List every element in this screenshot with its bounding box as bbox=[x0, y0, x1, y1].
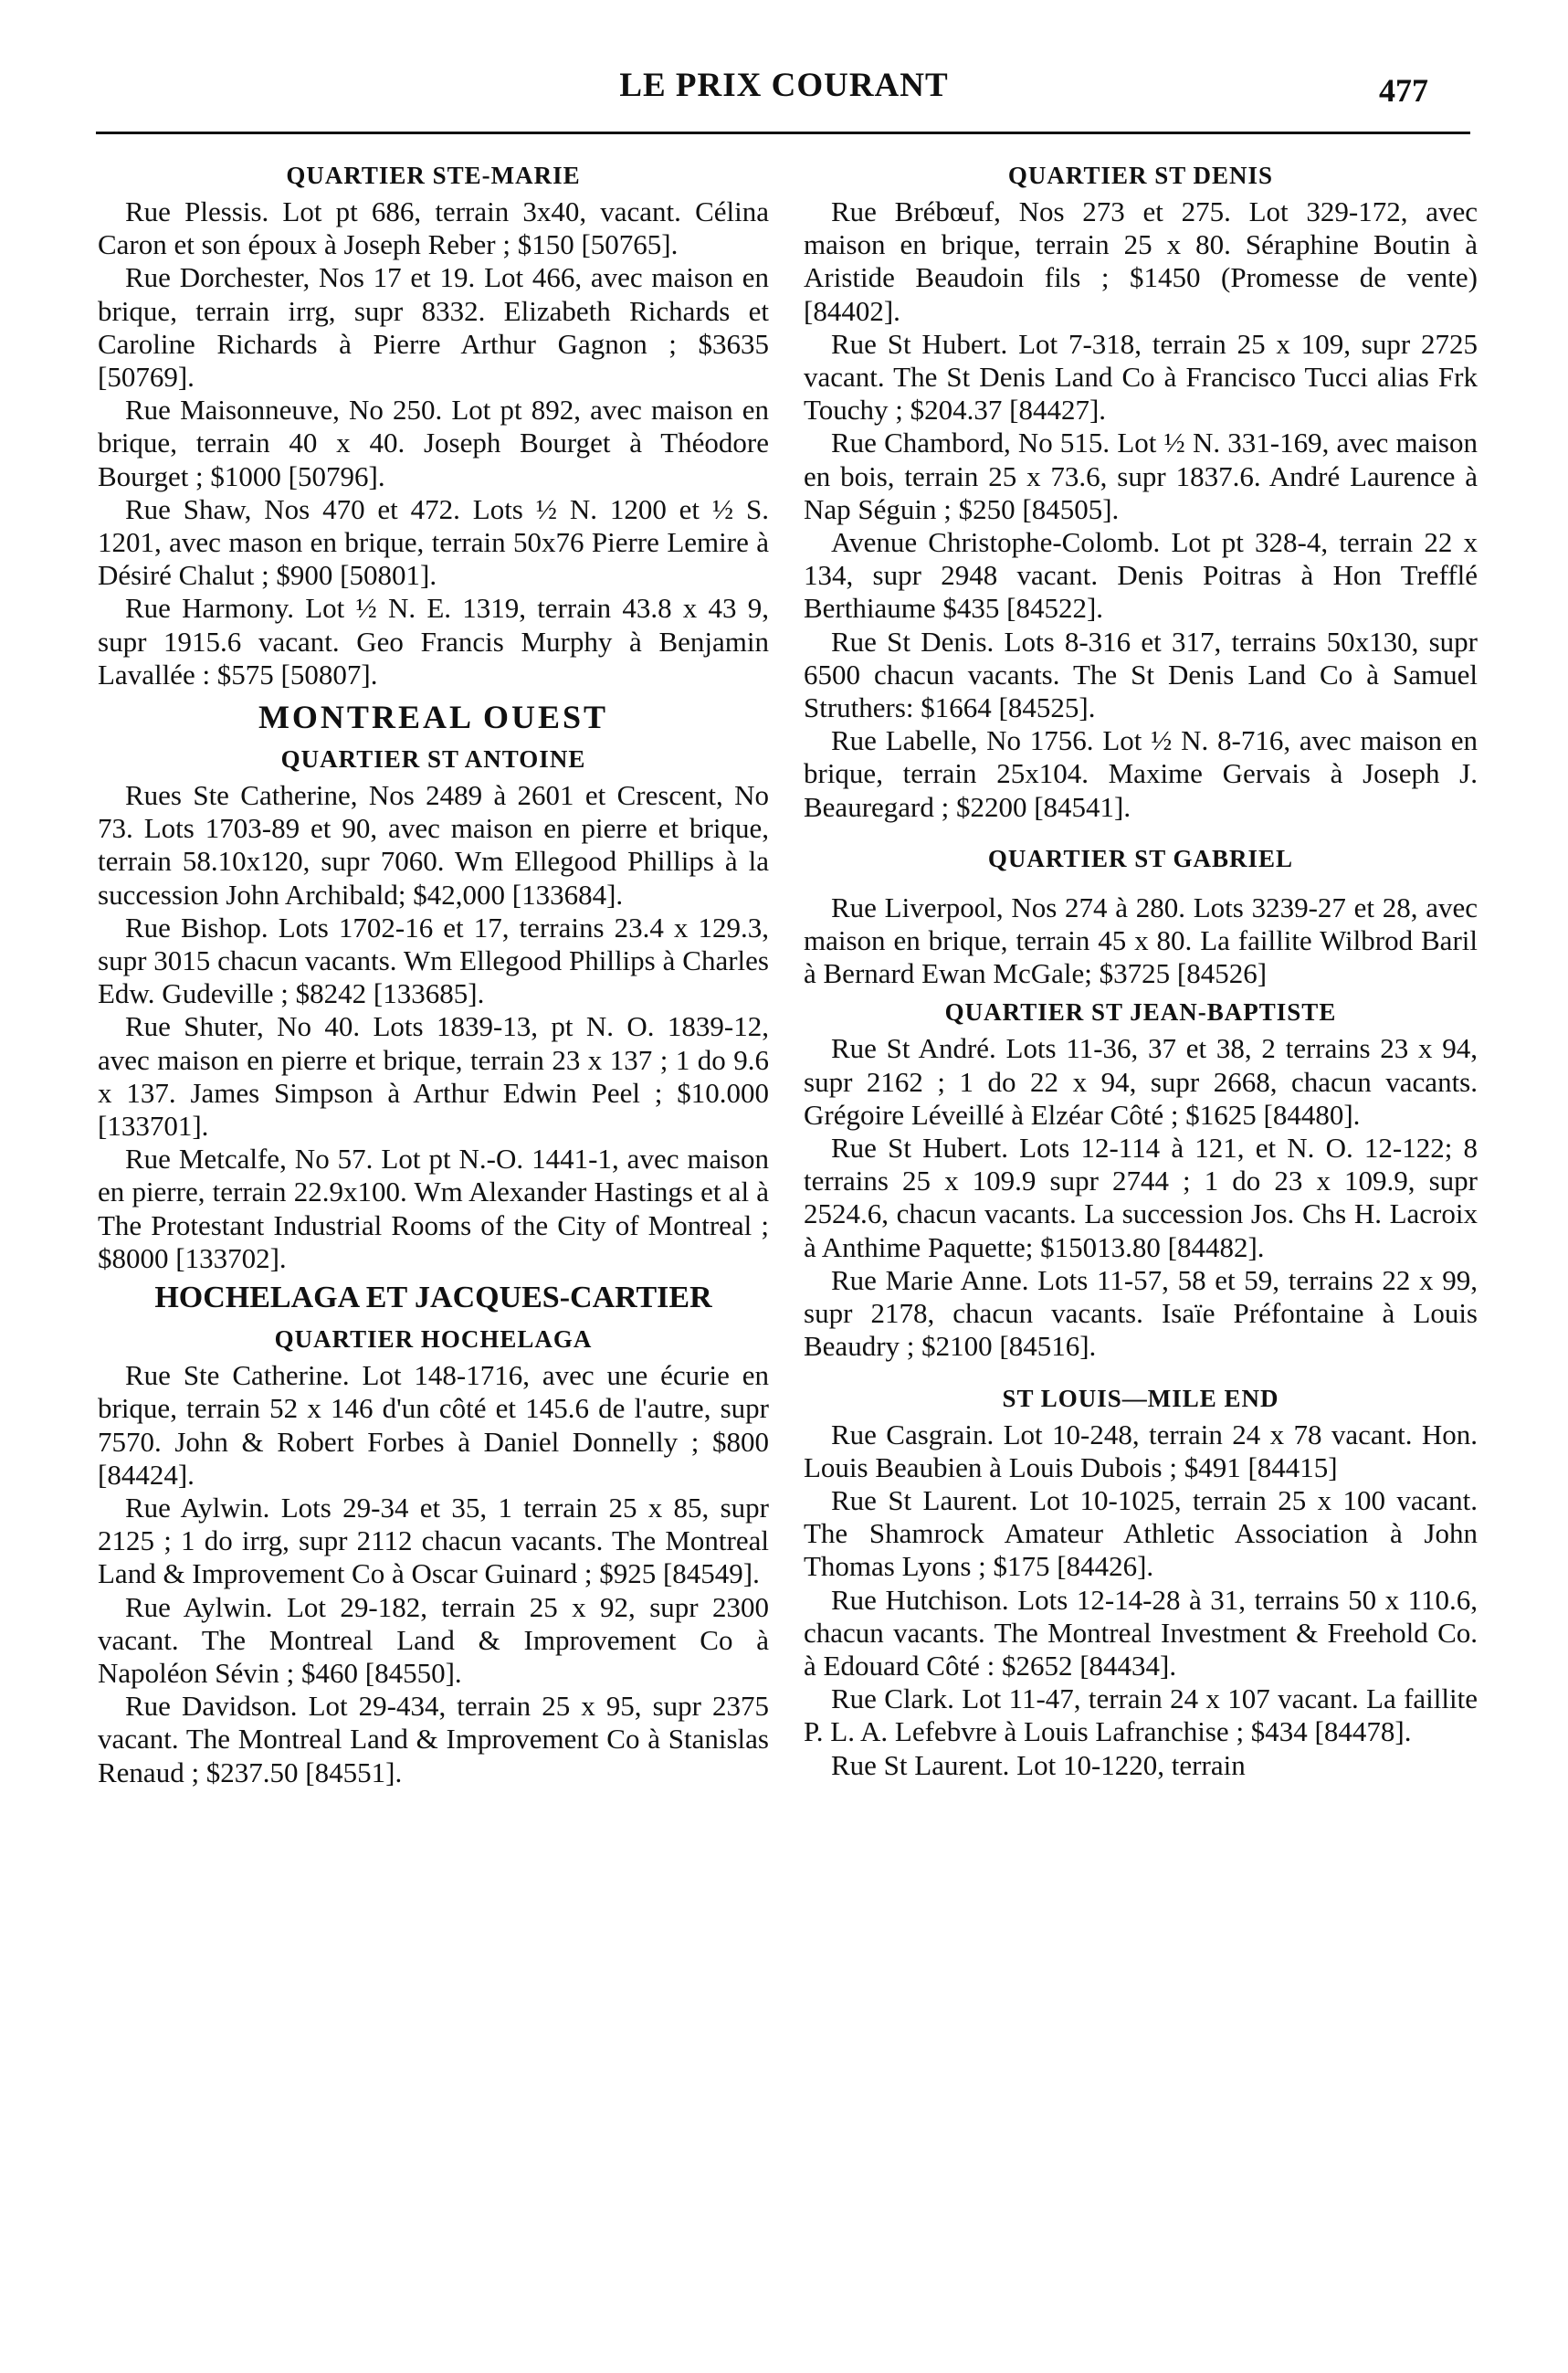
listing-entry: Rue St Laurent. Lot 10-1220, terrain bbox=[831, 1748, 1246, 1781]
header-divider bbox=[96, 132, 1470, 134]
district-heading-montreal-ouest: MONTREAL OUEST bbox=[258, 699, 609, 736]
section-heading-st-antoine: QUARTIER ST ANTOINE bbox=[280, 745, 586, 774]
listing-entry: Rue St André. Lots 11-36, 37 et 38, 2 terrains 23 x 94, supr 2162 ; 1 do 22 x 94, supr 2668, chacun vacants. Grégoire Léveillé à Elzéar Côté ; $1625 [84480]. bbox=[804, 1032, 1478, 1131]
section-heading-st-gabriel: QUARTIER ST GABRIEL bbox=[987, 844, 1294, 872]
left-column bbox=[98, 153, 769, 1789]
listing-entry: Rue St Laurent. Lot 10-1025, terrain 25 x 100 vacant. The Shamrock Amateur Athletic Association à John Thomas Lyons ; $175 [84426]. bbox=[804, 1483, 1478, 1583]
listing-entry: Rue Metcalfe, No 57. Lot pt N.-O. 1441-1, avec maison en pierre, terrain 22.9x100. Wm Alexander Hastings et al à The Protestant Industrial Rooms of the City of Montreal ; $8000 [133702]. bbox=[98, 1143, 769, 1274]
right-column bbox=[804, 153, 1478, 1782]
listing-entry: Rue Davidson. Lot 29-434, terrain 25 x 95, supr 2375 vacant. The Montreal Land & Improvement Co à Stanislas Renaud ; $237.50 [84551]. bbox=[98, 1690, 769, 1788]
listing-entry: Rue Aylwin. Lots 29-34 et 35, 1 terrain 25 x 85, supr 2125 ; 1 do irrg, supr 2112 chacun vacants. The Montreal Land & Improvement Co à Oscar Guinard ; $925 [84549]. bbox=[98, 1491, 769, 1590]
district-heading-hochelaga: HOCHELAGA ET JACQUES-CARTIER bbox=[154, 1281, 712, 1315]
listing-entry: Rue Shaw, Nos 470 et 472. Lots ½ N. 1200 et ½ S. 1201, avec mason en brique, terrain 50x76 Pierre Lemire à Désiré Chalut ; $900 [50801]. bbox=[98, 492, 769, 592]
page-number: 477 bbox=[1379, 72, 1428, 109]
listing-entry: Rue Dorchester, Nos 17 et 19. Lot 466, avec maison en brique, terrain irrg, supr 8332. Elizabeth Richards et Caroline Richards à Pierre Arthur Gagnon ; $3635 [50769]. bbox=[98, 261, 769, 394]
listing-entry: Rue Clark. Lot 11-47, terrain 24 x 107 vacant. La faillite P. L. A. Lefebvre à Louis Lafranchise ; $434 [84478]. bbox=[804, 1682, 1478, 1748]
listing-entry: Rue Maisonneuve, No 250. Lot pt 892, avec maison en brique, terrain 40 x 40. Joseph Bourget à Théodore Bourget ; $1000 [50796]. bbox=[98, 394, 769, 492]
section-heading-st-denis: QUARTIER ST DENIS bbox=[1007, 162, 1274, 189]
listing-entry: Rues Ste Catherine, Nos 2489 à 2601 et Crescent, No 73. Lots 1703-89 et 90, avec maison en pierre et brique, terrain 58.10x120, supr 7060. Wm Ellegood Phillips à la succession John Archibald; $42,000 [133684]. bbox=[98, 779, 769, 911]
listing-entry: Rue Plessis. Lot pt 686, terrain 3x40, vacant. Célina Caron et son époux à Joseph Reber ; $150 [50765]. bbox=[98, 195, 769, 261]
section-heading-st-louis-mile-end: ST LOUIS—MILE END bbox=[1002, 1384, 1279, 1412]
listing-entry: Rue Brébœuf, Nos 273 et 275. Lot 329-172, avec maison en brique, terrain 25 x 80. Séraphine Boutin à Aristide Beaudoin fils ; $1450 (Promesse de vente) [84402]. bbox=[804, 195, 1478, 327]
listing-entry: Rue Aylwin. Lot 29-182, terrain 25 x 92, supr 2300 vacant. The Montreal Land & Improvement Co à Napoléon Sévin ; $460 [84550]. bbox=[98, 1590, 769, 1689]
listing-entry: Rue Liverpool, Nos 274 à 280. Lots 3239-27 et 28, avec maison en brique, terrain 45 x 80. La faillite Wilbrod Baril à Bernard Ewan McGale; $3725 [84526] bbox=[804, 891, 1478, 990]
listing-entry: Avenue Christophe-Colomb. Lot pt 328-4, terrain 22 x 134, supr 2948 vacant. Denis Poitras à Hon Trefflé Berthiaume $435 [84522]. bbox=[804, 526, 1478, 625]
listing-entry: Rue St Hubert. Lots 12-114 à 121, et N. O. 12-122; 8 terrains 25 x 109.9 supr 2744 ; 1 do 23 x 109.9, supr 2524.6, chacun vacants. La succession Jos. Chs H. Lacroix à Anthime Paquette; $15013.80 [84482]. bbox=[804, 1132, 1478, 1263]
listing-entry: Rue Ste Catherine. Lot 148-1716, avec une écurie en brique, terrain 52 x 146 d'un côté et 145.6 de l'autre, supr 7570. John & Robert Forbes à Daniel Donnelly ; $800 [84424]. bbox=[98, 1359, 769, 1491]
section-heading-st-jean-baptiste: QUARTIER ST JEAN-BAPTISTE bbox=[944, 998, 1337, 1027]
section-heading-quartier-hochelaga: QUARTIER HOCHELAGA bbox=[274, 1325, 593, 1354]
listing-entry: Rue St Denis. Lots 8-316 et 317, terrains 50x130, supr 6500 chacun vacants. The St Denis Land Co à Samuel Struthers: $1664 [84525]. bbox=[804, 625, 1478, 724]
listing-entry: Rue Chambord, No 515. Lot ½ N. 331-169, avec maison en bois, terrain 25 x 73.6, supr 1837.6. André Laurence à Nap Séguin ; $250 [84505]. bbox=[804, 427, 1478, 525]
page-title: LE PRIX COURANT bbox=[619, 67, 949, 104]
listing-entry: Rue Casgrain. Lot 10-248, terrain 24 x 78 vacant. Hon. Louis Beaubien à Louis Dubois ; $491 [84415] bbox=[804, 1418, 1478, 1483]
listing-entry: Rue Shuter, No 40. Lots 1839-13, pt N. O. 1839-12, avec maison en pierre et brique, terrain 23 x 137 ; 1 do 9.6 x 137. James Simpson à Arthur Edwin Peel ; $10.000 [133701]. bbox=[98, 1010, 769, 1143]
listing-entry: Rue Bishop. Lots 1702-16 et 17, terrains 23.4 x 129.3, supr 3015 chacun vacants. Wm Ellegood Phillips à Charles Edw. Gudeville ; $8242 [133685]. bbox=[98, 911, 769, 1010]
section-heading-ste-marie: QUARTIER STE-MARIE bbox=[286, 162, 581, 189]
listing-entry: Rue Labelle, No 1756. Lot ½ N. 8-716, avec maison en brique, terrain 25x104. Maxime Gervais à Joseph J. Beauregard ; $2200 [84541]. bbox=[804, 724, 1478, 823]
listing-entry: Rue Harmony. Lot ½ N. E. 1319, terrain 43.8 x 43 9, supr 1915.6 vacant. Geo Francis Murphy à Benjamin Lavallée : $575 [50807]. bbox=[98, 592, 769, 691]
listing-entry: Rue Hutchison. Lots 12-14-28 à 31, terrains 50 x 110.6, chacun vacants. The Montreal Investment & Freehold Co. à Edouard Côté : $2652 [84434]. bbox=[804, 1583, 1478, 1682]
listing-entry: Rue St Hubert. Lot 7-318, terrain 25 x 109, supr 2725 vacant. The St Denis Land Co à Francisco Tucci alias Frk Touchy ; $204.37 [84427]. bbox=[804, 327, 1478, 427]
listing-entry: Rue Marie Anne. Lots 11-57, 58 et 59, terrains 22 x 99, supr 2178, chacun vacants. Isaïe Préfontaine à Louis Beaudry ; $2100 [84516]. bbox=[804, 1263, 1478, 1363]
